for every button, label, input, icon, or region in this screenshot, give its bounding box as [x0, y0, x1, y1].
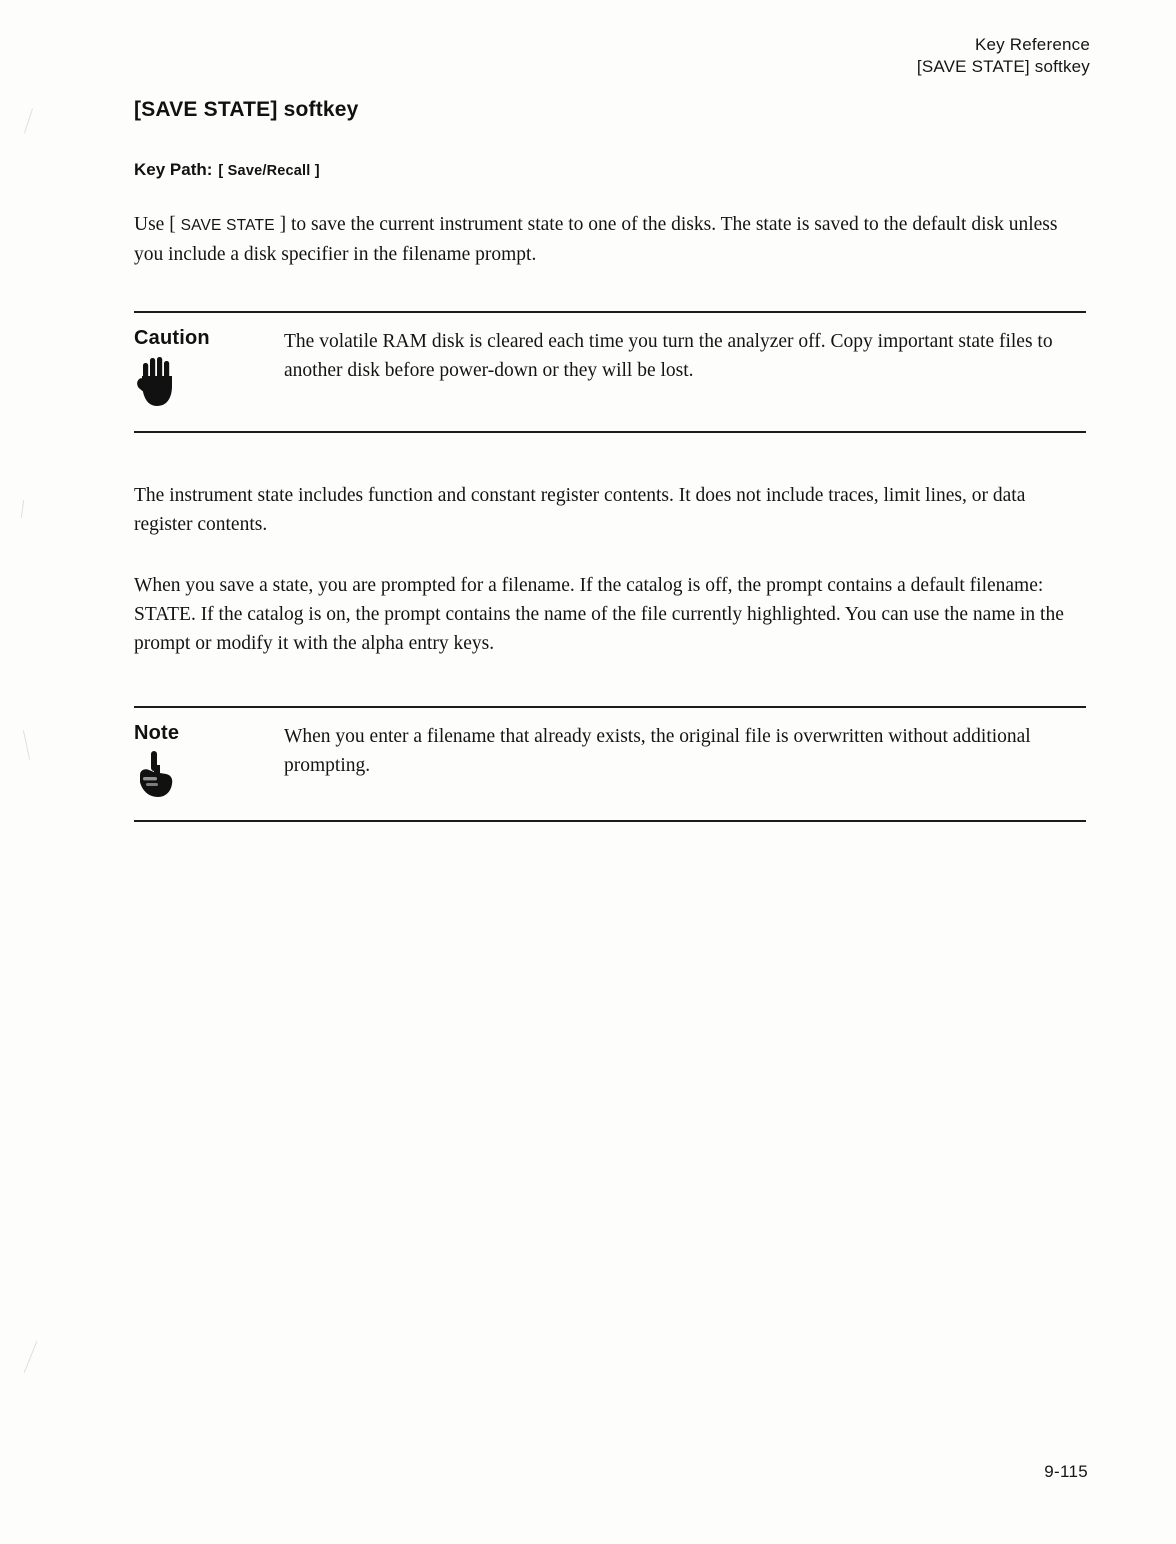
intro-paragraph — [134, 210, 1086, 269]
key-path — [134, 160, 1086, 180]
note-block — [134, 706, 1086, 822]
running-header — [917, 34, 1090, 78]
paragraph-2: When you save a state, you are prompted for a filename. If the catalog is off, the prompt contains a default filename: STATE. If the catalog is on, the prompt contains the name of the file currently highlighted. You can use the name in the prompt or modify it with the alpha entry keys. — [134, 575, 1064, 654]
softkey-name: SAVE STATE — [180, 217, 275, 234]
key-path-value: [ Save/Recall ] — [218, 163, 320, 179]
page-title: [SAVE STATE] softkey — [134, 98, 359, 121]
note-body-row — [134, 708, 1086, 820]
caution-label-col — [134, 313, 284, 410]
intro-before: Use [ — [134, 214, 181, 235]
caution-block — [134, 311, 1086, 433]
caution-body-row — [134, 313, 1086, 431]
document-content — [134, 98, 1086, 822]
note-label: Note — [134, 722, 180, 744]
running-header-line2: [SAVE STATE] softkey — [916, 57, 1090, 76]
note-text: When you enter a filename that already exists, the original file is overwritten without additional prompting. — [284, 726, 1031, 776]
page-number: 9-115 — [1044, 1462, 1088, 1481]
paragraph-1: The instrument state includes function and constant register contents. It does not include traces, limit lines, or data register contents. — [134, 485, 1026, 535]
note-rule-bottom — [134, 820, 1086, 822]
caution-rule-bottom — [134, 431, 1086, 433]
key-path-label: Key Path: — [134, 160, 213, 179]
note-label-col — [134, 708, 284, 805]
scan-artifact — [21, 500, 24, 518]
caution-text: The volatile RAM disk is cleared each time you turn the analyzer off. Copy important state files to another disk before power-down or they will be lost. — [284, 331, 1053, 381]
intro-after: ] to save the current instrument state to one of the disks. The state is saved to the default disk unless you include a disk specifier in the filename prompt. — [134, 214, 1058, 265]
running-header-line1: Key Reference — [974, 35, 1090, 54]
hand-stop-icon — [134, 354, 180, 410]
scan-artifact — [24, 1341, 38, 1373]
caution-label: Caution — [134, 327, 210, 349]
scan-artifact — [23, 730, 30, 760]
hand-pointing-icon — [134, 749, 180, 805]
scan-artifact — [24, 108, 33, 133]
